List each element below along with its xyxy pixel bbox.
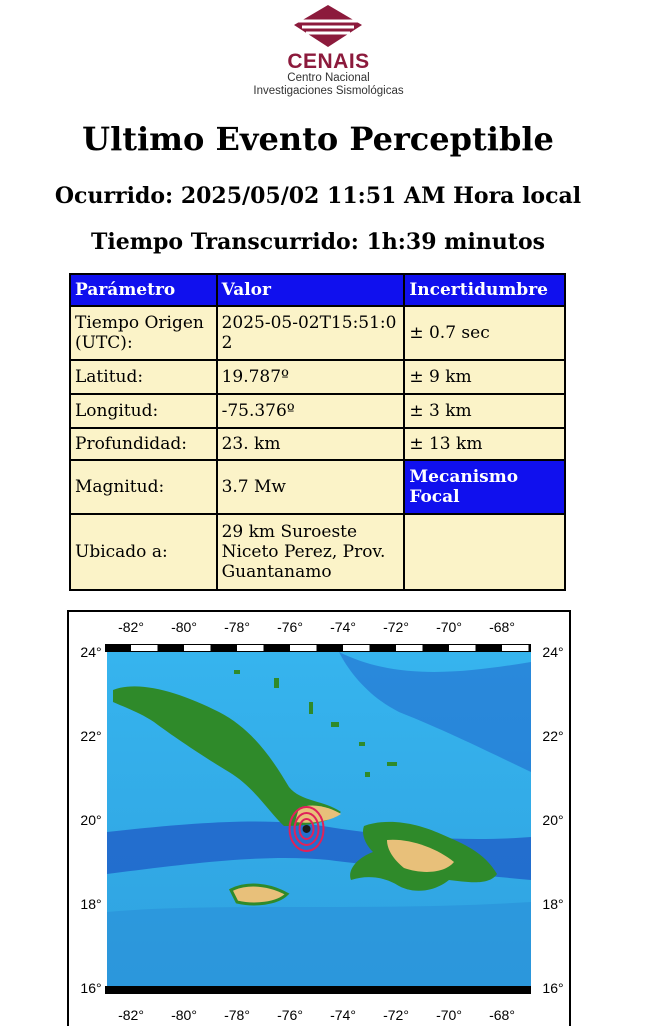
brand-name: CENAIS (287, 50, 370, 73)
lat-tick-label: 24° (80, 644, 102, 660)
uncertainty-cell: ± 13 km (404, 428, 565, 460)
focal-mechanism-image-cell (404, 514, 565, 590)
epicenter-map-svg (69, 612, 569, 1026)
table-row (70, 428, 565, 460)
event-parameters-table (69, 273, 566, 591)
param-cell: Magnitud: (70, 460, 217, 514)
uncertainty-cell: ± 3 km (404, 394, 565, 428)
lat-tick-label: 18° (80, 896, 102, 912)
value-cell: 19.787º (217, 360, 405, 394)
map-frame-bottom (105, 986, 531, 994)
epicenter-marker (290, 807, 324, 851)
param-cell: Longitud: (70, 394, 217, 428)
uncertainty-cell: ± 0.7 sec (404, 306, 565, 360)
page-title: Ultimo Evento Perceptible (82, 120, 554, 158)
lon-tick-label: -68° (489, 1007, 515, 1023)
lat-tick-label: 18° (542, 896, 564, 912)
param-cell: Latitud: (70, 360, 217, 394)
table-row (70, 306, 565, 360)
value-cell: 29 km Suroeste Niceto Perez, Prov. Guantanamo (217, 514, 405, 590)
lon-tick-label: -82° (118, 619, 144, 635)
frame-segment (290, 645, 317, 651)
lat-tick-label: 20° (80, 812, 102, 828)
frame-segment (502, 645, 529, 651)
table-row (70, 394, 565, 428)
value-cell: 23. km (217, 428, 405, 460)
lon-tick-label: -74° (330, 619, 356, 635)
lat-tick-label: 22° (80, 728, 102, 744)
brand-line-2: Investigaciones Sismológicas (253, 85, 404, 97)
table-row (70, 360, 565, 394)
lon-tick-label: -70° (436, 619, 462, 635)
frame-segment (449, 645, 476, 651)
table-header-row (70, 274, 565, 306)
header-uncertainty: Incertidumbre (404, 274, 565, 306)
value-cell: 2025-05-02T15:51:02 (217, 306, 405, 360)
param-cell: Ubicado a: (70, 514, 217, 590)
value-cell: 3.7 Mw (217, 460, 405, 514)
value-cell: -75.376º (217, 394, 405, 428)
lat-tick-label: 20° (542, 812, 564, 828)
lon-tick-label: -70° (436, 1007, 462, 1023)
lon-tick-label: -76° (277, 619, 303, 635)
frame-segment (184, 645, 211, 651)
table-row (70, 460, 565, 514)
lon-tick-label: -68° (489, 619, 515, 635)
focal-mechanism-label: Mecanismo Focal (404, 460, 565, 514)
lon-tick-label: -82° (118, 1007, 144, 1023)
frame-segment (396, 645, 423, 651)
frame-segment (343, 645, 370, 651)
cenais-logo (0, 0, 657, 100)
frame-segment (237, 645, 264, 651)
lon-tick-label: -80° (171, 619, 197, 635)
header-value: Valor (217, 274, 405, 306)
lon-tick-label: -80° (171, 1007, 197, 1023)
header-parameter: Parámetro (70, 274, 217, 306)
lon-tick-label: -74° (330, 1007, 356, 1023)
epicenter-map (67, 610, 571, 1026)
lat-tick-label: 16° (542, 980, 564, 996)
map-caribbean-basin (107, 902, 531, 986)
lon-tick-label: -78° (224, 619, 250, 635)
lon-tick-label: -72° (383, 619, 409, 635)
lat-tick-label: 22° (542, 728, 564, 744)
param-cell: Profundidad: (70, 428, 217, 460)
table-row (70, 514, 565, 590)
param-cell: Tiempo Origen (UTC): (70, 306, 217, 360)
cenais-mark-icon (292, 3, 364, 49)
frame-segment (131, 645, 158, 651)
lon-tick-label: -72° (383, 1007, 409, 1023)
lat-tick-label: 24° (542, 644, 564, 660)
brand-line-1: Centro Nacional (287, 72, 370, 84)
elapsed-time: Tiempo Transcurrido: 1h:39 minutos (90, 229, 546, 255)
uncertainty-cell: ± 9 km (404, 360, 565, 394)
lon-tick-label: -76° (277, 1007, 303, 1023)
lon-tick-label: -78° (224, 1007, 250, 1023)
occurred-time: Ocurrido: 2025/05/02 11:51 AM Hora local (54, 183, 582, 209)
lat-tick-label: 16° (80, 980, 102, 996)
